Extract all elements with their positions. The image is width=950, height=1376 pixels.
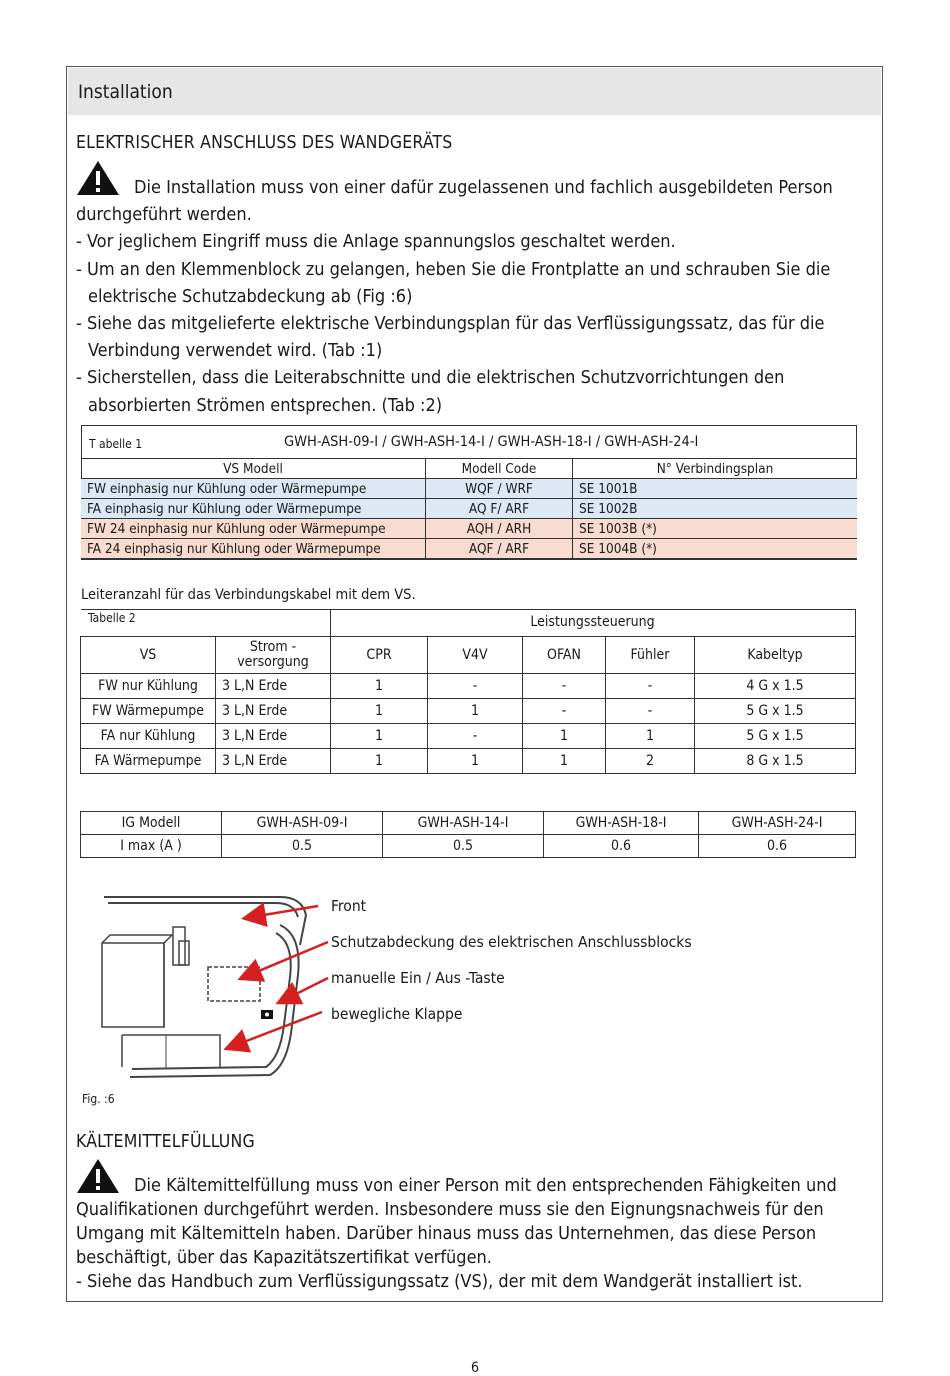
paragraph-line: - Sicherstellen, dass die Leiterabschnitte und die elektrischen Schutzvorrichtungen den bbox=[76, 367, 785, 388]
table1-cell: SE 1002B bbox=[573, 499, 858, 519]
table3-header: GWH-ASH-18-I bbox=[544, 812, 699, 835]
table-row bbox=[81, 749, 856, 774]
table1 bbox=[81, 458, 857, 559]
table1-cell: FA 24 einphasig nur Kühlung oder Wärmepumpe bbox=[81, 539, 426, 559]
table2-header: VS bbox=[81, 637, 216, 674]
paragraph-line: durchgeführt werden. bbox=[76, 204, 252, 225]
table-row bbox=[81, 835, 856, 858]
table2-cell: 1 bbox=[523, 724, 606, 749]
table2-header-supply bbox=[216, 637, 331, 674]
table-row bbox=[81, 479, 857, 499]
table2-cell: 4 G x 1.5 bbox=[695, 674, 856, 699]
table1-cell: AQH / ARH bbox=[426, 519, 573, 539]
arrow-front bbox=[246, 906, 318, 918]
header-title: Installation bbox=[78, 81, 173, 103]
figure-caption: Fig. :6 bbox=[82, 1092, 115, 1106]
paragraph-line: - Siehe das mitgelieferte elektrische Verbindungsplan für das Verflüssigungssatz, das für die bbox=[76, 313, 825, 334]
figure-label-switch: manuelle Ein / Aus -Taste bbox=[331, 969, 505, 987]
paragraph-line: - Siehe das Handbuch zum Verflüssigungssatz (VS), der mit dem Wandgerät installiert ist. bbox=[76, 1271, 803, 1292]
table2-cell: - bbox=[428, 674, 523, 699]
section-heading-electrical: ELEKTRISCHER ANSCHLUSS DES WANDGERÄTS bbox=[76, 133, 453, 153]
table1-cell: FW 24 einphasig nur Kühlung oder Wärmepumpe bbox=[81, 519, 426, 539]
table2-header-line: Strom - bbox=[249, 639, 297, 655]
table1-cell: AQF / ARF bbox=[426, 539, 573, 559]
table2-header: Fühler bbox=[606, 637, 695, 674]
paragraph-line: Qualifikationen durchgeführt werden. Insbesondere muss sie den Eignungsnachweis für den bbox=[76, 1199, 824, 1220]
paragraph-line: Umgang mit Kältemitteln haben. Darüber hinaus muss das Unternehmen, das diese Person bbox=[76, 1223, 817, 1244]
table-row bbox=[81, 674, 856, 699]
table2-group-header: Leistungssteuerung bbox=[530, 614, 655, 630]
table2-header: V4V bbox=[428, 637, 523, 674]
arrow-cover bbox=[242, 942, 328, 978]
paragraph-line: Die Kältemittelfüllung muss von einer Person mit den entsprechenden Fähigkeiten und bbox=[134, 1175, 837, 1196]
table2-right-rule bbox=[855, 609, 856, 637]
arrow-switch bbox=[280, 978, 328, 1002]
table1-cell: SE 1004B (*) bbox=[573, 539, 858, 559]
table2-cell: - bbox=[523, 699, 606, 724]
table1-header: Modell Code bbox=[426, 459, 573, 479]
table2-cell: 1 bbox=[523, 749, 606, 774]
table2-cell: 1 bbox=[428, 749, 523, 774]
table2-cell: FW Wärmepumpe bbox=[81, 699, 216, 724]
section-heading-refrigerant: KÄLTEMITTELFÜLLUNG bbox=[76, 1132, 255, 1152]
table2-header: CPR bbox=[331, 637, 428, 674]
table1-header: VS Modell bbox=[81, 459, 426, 479]
table-row bbox=[81, 539, 857, 559]
table3-cell: 0.5 bbox=[383, 835, 544, 858]
table3-header: GWH-ASH-09-I bbox=[222, 812, 383, 835]
table2-cell: 2 bbox=[606, 749, 695, 774]
table3-cell: 0.5 bbox=[222, 835, 383, 858]
section-header bbox=[68, 68, 881, 115]
table1-header: N° Verbindingsplan bbox=[573, 459, 858, 479]
table3 bbox=[80, 811, 856, 858]
table-row bbox=[81, 499, 857, 519]
table2-cell: - bbox=[428, 724, 523, 749]
paragraph-line: absorbierten Strömen entsprechen. (Tab :2) bbox=[88, 395, 443, 416]
warning-icon bbox=[76, 1158, 120, 1194]
table3-header: GWH-ASH-24-I bbox=[699, 812, 856, 835]
arrow-flap bbox=[228, 1012, 322, 1048]
paragraph-line: beschäftigt, über das Kapazitätszertifikat verfügen. bbox=[76, 1247, 492, 1268]
table2-cell: 5 G x 1.5 bbox=[695, 724, 856, 749]
table1-cell: WQF / WRF bbox=[426, 479, 573, 499]
table2-cell: - bbox=[606, 674, 695, 699]
callout-arrows bbox=[200, 890, 340, 1060]
paragraph-line: - Um an den Klemmenblock zu gelangen, heben Sie die Frontplatte an und schrauben Sie die bbox=[76, 259, 831, 280]
table1-cell: AQ F/ ARF bbox=[426, 499, 573, 519]
table2-caption: Tabelle 2 bbox=[88, 611, 136, 625]
table1-title: GWH-ASH-09-I / GWH-ASH-14-I / GWH-ASH-18-I / GWH-ASH-24-I bbox=[284, 434, 699, 450]
table3-cell: 0.6 bbox=[699, 835, 856, 858]
table2-cell: FA Wärmepumpe bbox=[81, 749, 216, 774]
table2-header-line: versorgung bbox=[237, 654, 309, 670]
table3-header: IG Modell bbox=[81, 812, 222, 835]
paragraph-line: elektrische Schutzabdeckung ab (Fig :6) bbox=[88, 286, 413, 307]
table2-header: OFAN bbox=[523, 637, 606, 674]
table2-cell: - bbox=[523, 674, 606, 699]
figure-label-front: Front bbox=[331, 897, 367, 915]
table2 bbox=[80, 636, 856, 774]
paragraph-line: Verbindung verwendet wird. (Tab :1) bbox=[88, 340, 383, 361]
table1-caption: T abelle 1 bbox=[89, 437, 143, 451]
table-row bbox=[81, 699, 856, 724]
table2-top-rule bbox=[81, 609, 856, 610]
table2-cell: 1 bbox=[331, 699, 428, 724]
table1-cell: FW einphasig nur Kühlung oder Wärmepumpe bbox=[81, 479, 426, 499]
figure-label-cover: Schutzabdeckung des elektrischen Anschlussblocks bbox=[331, 933, 692, 951]
warning-icon bbox=[76, 160, 120, 196]
page-number: 6 bbox=[470, 1360, 479, 1376]
table3-header: GWH-ASH-14-I bbox=[383, 812, 544, 835]
table2-cell: 5 G x 1.5 bbox=[695, 699, 856, 724]
table2-cell: 3 L,N Erde bbox=[216, 724, 331, 749]
table2-cell: - bbox=[606, 699, 695, 724]
table2-cell: 1 bbox=[331, 724, 428, 749]
table-row bbox=[81, 519, 857, 539]
table2-cell: 1 bbox=[428, 699, 523, 724]
figure-label-flap: bewegliche Klappe bbox=[331, 1005, 463, 1023]
table3-cell: I max (A ) bbox=[81, 835, 222, 858]
table2-cell: FW nur Kühlung bbox=[81, 674, 216, 699]
table2-cell: 3 L,N Erde bbox=[216, 674, 331, 699]
table2-header: Kabeltyp bbox=[695, 637, 856, 674]
table1-cell: FA einphasig nur Kühlung oder Wärmepumpe bbox=[81, 499, 426, 519]
paragraph-line: - Vor jeglichem Eingriff muss die Anlage spannungslos geschaltet werden. bbox=[76, 231, 676, 252]
table2-intro: Leiteranzahl für das Verbindungskabel mit dem VS. bbox=[81, 587, 416, 603]
table3-cell: 0.6 bbox=[544, 835, 699, 858]
table2-cell: 1 bbox=[606, 724, 695, 749]
table2-cell: 3 L,N Erde bbox=[216, 749, 331, 774]
table2-cell: 3 L,N Erde bbox=[216, 699, 331, 724]
table2-cell: FA nur Kühlung bbox=[81, 724, 216, 749]
table2-cell: 1 bbox=[331, 749, 428, 774]
table-row bbox=[81, 724, 856, 749]
table2-cell: 1 bbox=[331, 674, 428, 699]
table1-cell: SE 1001B bbox=[573, 479, 858, 499]
paragraph-line: Die Installation muss von einer dafür zugelassenen und fachlich ausgebildeten Person bbox=[134, 177, 833, 198]
table1-cell: SE 1003B (*) bbox=[573, 519, 858, 539]
table2-cell: 8 G x 1.5 bbox=[695, 749, 856, 774]
